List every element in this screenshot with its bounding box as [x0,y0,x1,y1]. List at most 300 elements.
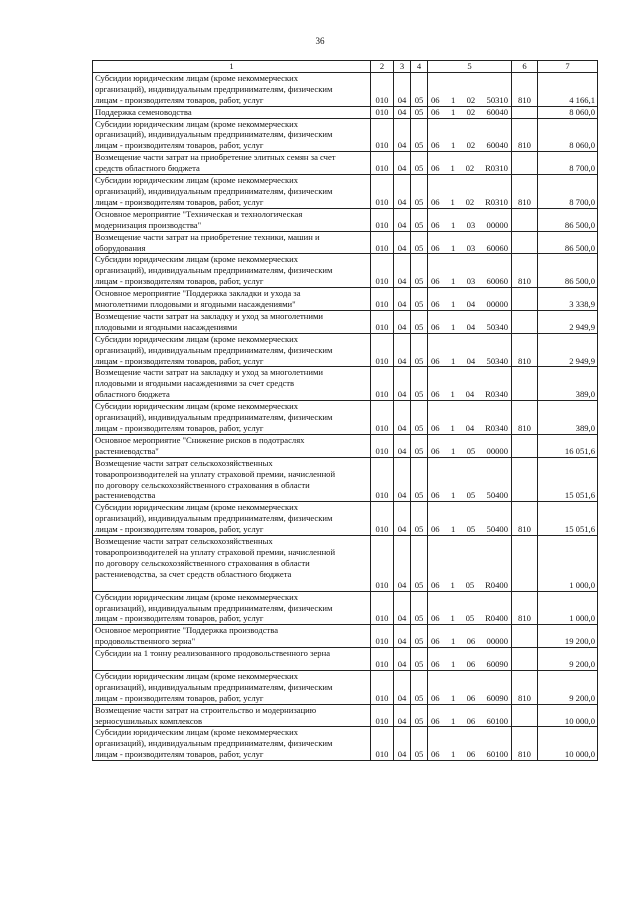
section-code: 04 [394,536,411,592]
subsection-code: 05 [411,254,428,288]
description-line: плодовыми и ягодными насаждениями за счет средств [95,378,295,389]
subsection-code: 05 [411,231,428,254]
description-line: Субсидии юридическим лицам (кроме некоммерческих [95,118,299,129]
amount-value: 19 200,0 [538,625,598,648]
description-line: Возмещение части затрат сельскохозяйственных [95,536,273,547]
code-part: 02 [466,106,476,117]
code-part: 1 [450,389,455,400]
section-code: 04 [394,152,411,175]
target-article-code [428,625,512,648]
expense-type-code [512,367,538,401]
description-line: по договору сельскохозяйственного страхования в области [95,557,310,568]
amount-value: 389,0 [538,401,598,435]
description-line: Субсидии юридическим лицам (кроме некоммерческих [95,333,299,344]
section-code: 04 [394,231,411,254]
table-row [93,434,598,457]
target-article-code [428,727,512,761]
description-line: Субсидии юридическим лицам (кроме некоммерческих [95,401,299,412]
subsection-code: 05 [411,502,428,536]
amount-value: 16 051,6 [538,434,598,457]
section-code: 04 [394,72,411,106]
description-line: растениеводства" [95,445,159,456]
ministry-code: 010 [371,367,394,401]
code-part: 04 [466,299,476,310]
ministry-code: 010 [371,625,394,648]
description-line: областного бюджета [95,389,170,400]
expense-type-code [512,208,538,231]
target-article-code [428,152,512,175]
code-part: 06 [431,140,440,151]
description-line: товаропроизводителей на уплату страховой премии, начисленной [95,546,336,557]
code-part: 06 [431,389,440,400]
description-line: Субсидии юридическим лицам (кроме некоммерческих [95,175,299,186]
code-part: 06 [431,579,440,590]
amount-value: 10 000,0 [538,727,598,761]
code-part: 60090 [486,659,508,670]
table-row [93,175,598,209]
table-row [93,591,598,625]
description-line [95,580,368,591]
description-line: Возмещение части затрат на приобретение техники, машин и [95,231,320,242]
target-article-code [428,536,512,592]
table-row [93,231,598,254]
row-description [93,288,371,311]
code-part: 06 [466,659,476,670]
table-row [93,625,598,648]
ministry-code: 010 [371,118,394,152]
amount-value: 3 338,9 [538,288,598,311]
section-code: 04 [394,670,411,704]
code-part: 06 [431,423,440,433]
amount-value: 1 000,0 [538,591,598,625]
row-description [93,401,371,435]
code-part: 60090 [486,692,508,703]
code-part: 04 [466,355,476,366]
code-part: 06 [431,163,440,174]
description-line: организаций), индивидуальным предпринимателям, физическим [95,83,333,94]
subsection-code: 05 [411,591,428,625]
table-row [93,72,598,106]
target-article-code [428,333,512,367]
target-article-code [428,401,512,435]
target-article-code [428,648,512,671]
target-article-code [428,118,512,152]
expense-type-code [512,106,538,118]
subsection-code: 05 [411,367,428,401]
code-part: 06 [466,636,476,647]
header-cell: 2 [371,61,394,73]
amount-value: 8 060,0 [538,106,598,118]
amount-value: 4 166,1 [538,72,598,106]
expense-type-code: 810 [512,670,538,704]
table-row [93,333,598,367]
code-part: 03 [466,276,476,287]
description-line: организаций), индивидуальным предпринимателям, физическим [95,681,333,692]
target-article-code [428,670,512,704]
code-part: 00000 [486,445,508,456]
code-part: 06 [431,524,440,535]
description-line: Возмещение части затрат на закладку и уход за многолетними [95,310,324,321]
description-line: оборудования [95,242,146,253]
section-code: 04 [394,704,411,727]
code-part: 06 [431,94,440,105]
subsection-code: 05 [411,333,428,367]
code-part: 06 [431,242,440,253]
ministry-code: 010 [371,457,394,502]
code-part: 06 [431,219,440,230]
row-description [93,457,371,502]
expense-type-code: 810 [512,727,538,761]
header-cell: 6 [512,61,538,73]
row-description [93,106,371,118]
code-part: R0400 [485,613,508,624]
section-code: 04 [394,106,411,118]
code-part: 04 [465,389,475,400]
subsection-code: 05 [411,648,428,671]
expense-type-code [512,704,538,727]
description-line: лицам - производителям товаров, работ, услуг [95,276,264,287]
code-part: 1 [450,321,456,332]
header-cell: 3 [394,61,411,73]
code-part: 06 [466,692,476,703]
description-line: по договору сельскохозяйственного страхования в области [95,479,310,490]
description-line: Основное мероприятие "Поддержка производства [95,625,279,636]
code-part: 1 [450,636,456,647]
target-article-code [428,175,512,209]
description-line: организаций), индивидуальным предпринимателям, физическим [95,513,333,524]
target-article-code [428,310,512,333]
ministry-code: 010 [371,152,394,175]
description-line: многолетними плодовыми и ягодными насаждениями" [95,299,296,310]
target-article-code [428,502,512,536]
table-row [93,704,598,727]
subsection-code: 05 [411,457,428,502]
code-part: 1 [450,219,456,230]
description-line: лицам - производителям товаров, работ, услуг [95,524,264,535]
table-row [93,254,598,288]
code-part: 60040 [486,106,508,117]
expense-type-code: 810 [512,72,538,106]
section-code: 04 [394,118,411,152]
code-part: 06 [466,715,476,726]
expense-type-code: 810 [512,591,538,625]
row-description [93,704,371,727]
code-part: 05 [466,445,476,456]
description-line: Возмещение части затрат на закладку и уход за многолетними [95,367,324,378]
expense-type-code [512,310,538,333]
code-part: 05 [465,613,475,624]
row-description [93,152,371,175]
description-line: организаций), индивидуальным предпринимателям, физическим [95,185,333,196]
ministry-code: 010 [371,254,394,288]
ministry-code: 010 [371,231,394,254]
code-part: 06 [431,749,440,760]
code-part: 06 [431,445,440,456]
code-part: 1 [450,692,456,703]
code-part: 1 [450,299,456,310]
subsection-code: 05 [411,625,428,648]
expense-type-code [512,231,538,254]
description-line: Основное мероприятие "Снижение рисков в подотраслях [95,434,305,445]
header-cell: 7 [538,61,598,73]
subsection-code: 05 [411,310,428,333]
ministry-code: 010 [371,727,394,761]
code-part: 02 [466,94,476,105]
code-part: 04 [466,321,476,332]
code-part: 1 [450,749,456,760]
code-part: 00000 [486,219,508,230]
code-part: 1 [450,196,455,207]
expense-type-code: 810 [512,118,538,152]
code-part: 06 [431,321,440,332]
amount-value: 9 200,0 [538,648,598,671]
subsection-code: 05 [411,152,428,175]
description-line: лицам - производителям товаров, работ, услуг [95,692,264,703]
section-code: 04 [394,333,411,367]
subsection-code: 05 [411,208,428,231]
table-row [93,457,598,502]
subsection-code: 05 [411,434,428,457]
code-part: 1 [450,715,456,726]
expense-type-code [512,457,538,502]
target-article-code [428,288,512,311]
subsection-code: 05 [411,72,428,106]
row-description [93,434,371,457]
description-line: Субсидии на 1 тонну реализованного продовольственного зерна [95,648,331,659]
description-line: организаций), индивидуальным предпринимателям, физическим [95,344,333,355]
description-line [95,659,368,670]
description-line: организаций), индивидуальным предпринимателям, физическим [95,129,333,140]
ministry-code: 010 [371,704,394,727]
expense-type-code [512,288,538,311]
ministry-code: 010 [371,72,394,106]
expense-type-code [512,648,538,671]
description-line: растениеводства, за счет средств областного бюджета [95,568,292,579]
table-row [93,401,598,435]
row-description [93,625,371,648]
table-header-row [93,61,598,73]
code-part: 50310 [486,94,508,105]
target-article-code [428,231,512,254]
description-line: Субсидии юридическим лицам (кроме некоммерческих [95,72,299,83]
ministry-code: 010 [371,401,394,435]
amount-value: 389,0 [538,367,598,401]
code-part: 03 [466,242,476,253]
subsection-code: 05 [411,536,428,592]
ministry-code: 010 [371,310,394,333]
expense-type-code: 810 [512,254,538,288]
description-line: лицам - производителям товаров, работ, услуг [95,423,264,433]
code-part: 1 [450,276,456,287]
description-line: организаций), индивидуальным предпринимателям, физическим [95,265,333,276]
description-line: Субсидии юридическим лицам (кроме некоммерческих [95,670,299,681]
section-code: 04 [394,401,411,435]
row-description [93,310,371,333]
code-part: 1 [450,423,455,433]
section-code: 04 [394,457,411,502]
description-line: лицам - производителям товаров, работ, услуг [95,94,264,105]
amount-value: 10 000,0 [538,704,598,727]
expense-type-code: 810 [512,502,538,536]
row-description [93,591,371,625]
code-part: 06 [431,692,440,703]
description-line: лицам - производителям товаров, работ, услуг [95,613,264,624]
section-code: 04 [394,310,411,333]
table-row [93,727,598,761]
amount-value: 15 051,6 [538,457,598,502]
description-line: Возмещение части затрат на строительство и модернизацию [95,704,317,715]
code-part: 1 [450,524,456,535]
subsection-code: 05 [411,118,428,152]
section-code: 04 [394,727,411,761]
row-description [93,72,371,106]
description-line: плодовыми и ягодными насаждениями [95,321,238,332]
description-line: Основное мероприятие "Поддержка закладки и ухода за [95,288,301,299]
description-line: Возмещение части затрат сельскохозяйственных [95,457,273,468]
code-part: 06 [431,276,440,287]
code-part: 02 [465,196,475,207]
amount-value: 1 000,0 [538,536,598,592]
description-line: лицам - производителям товаров, работ, услуг [95,196,264,207]
table-row [93,502,598,536]
header-cell: 1 [93,61,371,73]
section-code: 04 [394,502,411,536]
ministry-code: 010 [371,648,394,671]
code-part: R0340 [485,423,508,433]
code-part: 1 [450,659,456,670]
row-description [93,727,371,761]
code-part: 02 [466,140,476,151]
description-line: Возмещение части затрат на приобретение элитных семян за счет [95,152,336,163]
subsection-code: 05 [411,704,428,727]
code-part: 1 [450,163,455,174]
amount-value: 15 051,6 [538,502,598,536]
amount-value: 86 500,0 [538,208,598,231]
code-part: 06 [431,355,440,366]
code-part: 04 [465,423,475,433]
subsection-code: 05 [411,288,428,311]
expense-type-code [512,434,538,457]
target-article-code [428,72,512,106]
target-article-code [428,704,512,727]
code-part: 06 [431,613,440,624]
description-line: Субсидии юридическим лицам (кроме некоммерческих [95,591,299,602]
code-part: 06 [431,715,440,726]
description-line: Субсидии юридическим лицам (кроме некоммерческих [95,727,299,738]
code-part: 60060 [486,242,508,253]
code-part: 00000 [486,636,508,647]
amount-value: 8 700,0 [538,152,598,175]
description-line: организаций), индивидуальным предпринимателям, физическим [95,738,333,749]
row-description [93,367,371,401]
row-description [93,648,371,671]
target-article-code [428,367,512,401]
description-line: зерносушильных комплексов [95,715,202,726]
code-part: 1 [450,242,456,253]
code-part: 50340 [486,321,508,332]
code-part: 60100 [486,715,508,726]
code-part: 06 [431,659,440,670]
section-code: 04 [394,175,411,209]
row-description [93,502,371,536]
row-description [93,333,371,367]
row-description [93,231,371,254]
code-part: 05 [466,524,476,535]
expense-type-code [512,152,538,175]
row-description [93,175,371,209]
target-article-code [428,434,512,457]
code-part: 60100 [486,749,508,760]
description-line: Основное мероприятие "Техническая и технологическая [95,208,303,219]
description-line: модернизация производства" [95,219,202,230]
table-row [93,670,598,704]
table-row [93,118,598,152]
code-part: 1 [450,106,456,117]
row-description [93,254,371,288]
ministry-code: 010 [371,208,394,231]
description-line: лицам - производителям товаров, работ, услуг [95,749,264,760]
description-line: продовольственного зерна" [95,636,196,647]
subsection-code: 05 [411,106,428,118]
section-code: 04 [394,625,411,648]
code-part: 1 [450,94,456,105]
target-article-code [428,457,512,502]
row-description [93,118,371,152]
table-row [93,648,598,671]
code-part: 06 [431,490,440,501]
code-part: 50400 [486,490,508,501]
code-part: 06 [466,749,476,760]
table-row [93,367,598,401]
code-part: 1 [450,613,455,624]
code-part: 06 [431,196,440,207]
section-code: 04 [394,648,411,671]
ministry-code: 010 [371,333,394,367]
code-part: 03 [466,219,476,230]
description-line: организаций), индивидуальным предпринимателям, физическим [95,412,333,423]
code-part: 06 [431,636,440,647]
code-part: 60060 [486,276,508,287]
ministry-code: 010 [371,434,394,457]
amount-value: 8 060,0 [538,118,598,152]
ministry-code: 010 [371,536,394,592]
code-part: 1 [450,579,455,590]
budget-table [92,60,598,761]
row-description [93,208,371,231]
subsection-code: 05 [411,670,428,704]
code-part: R0310 [485,196,508,207]
row-description [93,536,371,592]
code-part: 00000 [486,299,508,310]
section-code: 04 [394,208,411,231]
ministry-code: 010 [371,106,394,118]
amount-value: 2 949,9 [538,310,598,333]
target-article-code [428,106,512,118]
description-line: организаций), индивидуальным предпринимателям, физическим [95,602,333,613]
description-line: Субсидии юридическим лицам (кроме некоммерческих [95,254,299,265]
table-row [93,288,598,311]
row-description [93,670,371,704]
description-line: лицам - производителям товаров, работ, услуг [95,355,264,366]
code-part: 02 [465,163,475,174]
code-part: R0310 [485,163,508,174]
amount-value: 8 700,0 [538,175,598,209]
header-cell: 4 [411,61,428,73]
code-part: 05 [465,579,475,590]
table-row [93,310,598,333]
code-part: 1 [450,490,456,501]
table-row [93,106,598,118]
